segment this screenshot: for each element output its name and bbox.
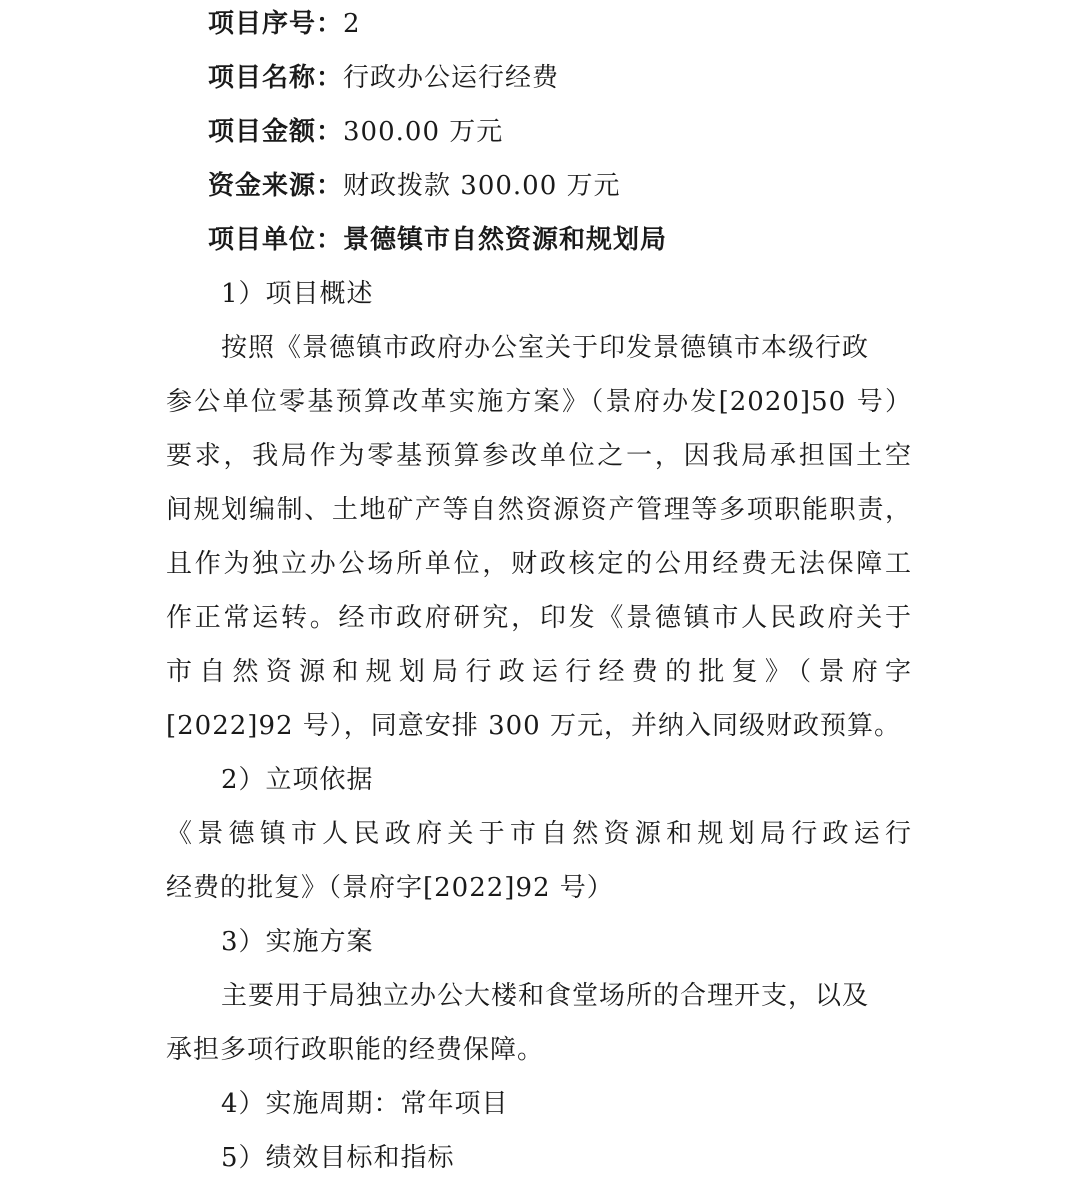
project-amount-value: 300.00 万元 <box>343 117 504 147</box>
section-1-paragraph-line: [2022]92 号），同意安排 300 万元，并纳入同级财政预算。 <box>166 711 901 741</box>
project-name-value: 行政办公运行经费 <box>343 63 560 93</box>
section-2-paragraph-line: 《景德镇市人民政府关于市自然资源和规划局行政运行 <box>166 819 912 849</box>
section-1-paragraph-line: 按照《景德镇市政府办公室关于印发景德镇市本级行政 <box>221 333 870 363</box>
section-4-heading: 4）实施周期：常年项目 <box>221 1089 509 1119</box>
funding-source-label: 资金来源： <box>208 171 344 201</box>
project-unit-label: 项目单位： <box>208 225 344 255</box>
section-5-heading: 5）绩效目标和指标 <box>221 1143 455 1173</box>
section-1-paragraph-line: 要求，我局作为零基预算参改单位之一，因我局承担国土空 <box>166 441 912 471</box>
funding-source-line <box>208 166 621 206</box>
section-1-paragraph-line: 作正常运转。经市政府研究，印发《景德镇市人民政府关于 <box>166 603 912 633</box>
project-name-label: 项目名称： <box>208 63 344 93</box>
project-seq-line <box>208 4 361 44</box>
section-1-paragraph-line: 市自然资源和规划局行政运行经费的批复》（景府字 <box>166 657 912 687</box>
section-1-paragraph-line: 且作为独立办公场所单位，财政核定的公用经费无法保障工 <box>166 549 912 579</box>
section-3-heading: 3）实施方案 <box>221 927 374 957</box>
project-seq-value: 2 <box>343 9 361 39</box>
project-unit-value: 景德镇市自然资源和规划局 <box>343 225 668 255</box>
section-1-paragraph-line: 参公单位零基预算改革实施方案》（景府办发[2020]50 号） <box>166 387 912 417</box>
funding-source-value: 财政拨款 300.00 万元 <box>343 171 621 201</box>
project-amount-line <box>208 112 503 152</box>
project-seq-label: 项目序号： <box>208 9 344 39</box>
section-2-heading: 2）立项依据 <box>221 765 374 795</box>
section-3-paragraph-line: 主要用于局独立办公大楼和食堂场所的合理开支，以及 <box>221 981 870 1011</box>
section-2-paragraph-line: 经费的批复》（景府字[2022]92 号） <box>166 873 614 903</box>
project-amount-label: 项目金额： <box>208 117 344 147</box>
project-unit-line <box>208 220 667 260</box>
section-1-paragraph-line: 间规划编制、土地矿产等自然资源资产管理等多项职能职责， <box>166 495 912 525</box>
project-name-line <box>208 58 559 98</box>
section-3-paragraph-line: 承担多项行政职能的经费保障。 <box>166 1035 545 1065</box>
section-1-heading: 1）项目概述 <box>221 279 374 309</box>
